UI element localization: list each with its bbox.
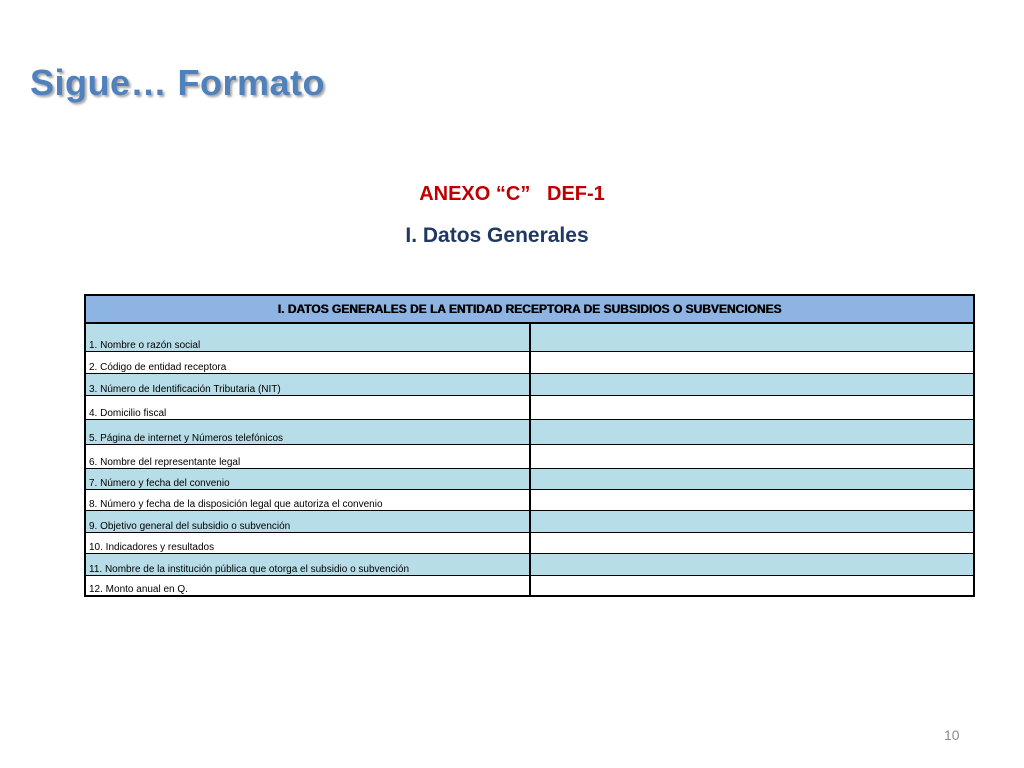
table-row xyxy=(85,323,974,351)
section-title: I. Datos Generales xyxy=(405,224,589,247)
row-label-convenio: 7. Número y fecha del convenio xyxy=(85,468,530,489)
row-label-nombre: 1. Nombre o razón social xyxy=(85,323,530,351)
slide-title: Sigue… Formato xyxy=(30,62,326,103)
row-value-domicilio[interactable] xyxy=(530,395,975,419)
row-label-domicilio: 4. Domicilio fiscal xyxy=(85,395,530,419)
page-number: 10 xyxy=(944,727,960,743)
row-label-nit: 3. Número de Identificación Tributaria (NIT) xyxy=(85,373,530,395)
row-label-pagina: 5. Página de internet y Números telefónicos xyxy=(85,419,530,444)
table-row xyxy=(85,489,974,510)
table-row xyxy=(85,395,974,419)
row-value-representante[interactable] xyxy=(530,444,975,468)
row-label-disposicion: 8. Número y fecha de la disposición legal que autoriza el convenio xyxy=(85,489,530,510)
row-value-objetivo[interactable] xyxy=(530,510,975,532)
table-row xyxy=(85,510,974,532)
table-row xyxy=(85,419,974,444)
table-row xyxy=(85,532,974,553)
row-value-institucion[interactable] xyxy=(530,553,975,575)
row-label-representante: 6. Nombre del representante legal xyxy=(85,444,530,468)
row-value-disposicion[interactable] xyxy=(530,489,975,510)
row-label-monto: 12. Monto anual en Q. xyxy=(85,575,530,596)
table-header-row xyxy=(85,295,974,323)
table-row xyxy=(85,351,974,373)
general-data-table xyxy=(84,294,975,597)
row-value-monto[interactable] xyxy=(530,575,975,596)
row-value-indicadores[interactable] xyxy=(530,532,975,553)
row-value-pagina[interactable] xyxy=(530,419,975,444)
row-label-objetivo: 9. Objetivo general del subsidio o subvención xyxy=(85,510,530,532)
row-label-indicadores: 10. Indicadores y resultados xyxy=(85,532,530,553)
row-value-convenio[interactable] xyxy=(530,468,975,489)
table-row xyxy=(85,373,974,395)
row-label-codigo: 2. Código de entidad receptora xyxy=(85,351,530,373)
row-value-nombre[interactable] xyxy=(530,323,975,351)
row-value-codigo[interactable] xyxy=(530,351,975,373)
table-row xyxy=(85,444,974,468)
table-header: I. DATOS GENERALES DE LA ENTIDAD RECEPTORA DE SUBSIDIOS O SUBVENCIONES xyxy=(85,295,974,323)
annex-title: ANEXO “C” DEF-1 xyxy=(419,183,605,205)
row-label-institucion: 11. Nombre de la institución pública que otorga el subsidio o subvención xyxy=(85,553,530,575)
table-row xyxy=(85,553,974,575)
table-row xyxy=(85,468,974,489)
table-row xyxy=(85,575,974,596)
row-value-nit[interactable] xyxy=(530,373,975,395)
